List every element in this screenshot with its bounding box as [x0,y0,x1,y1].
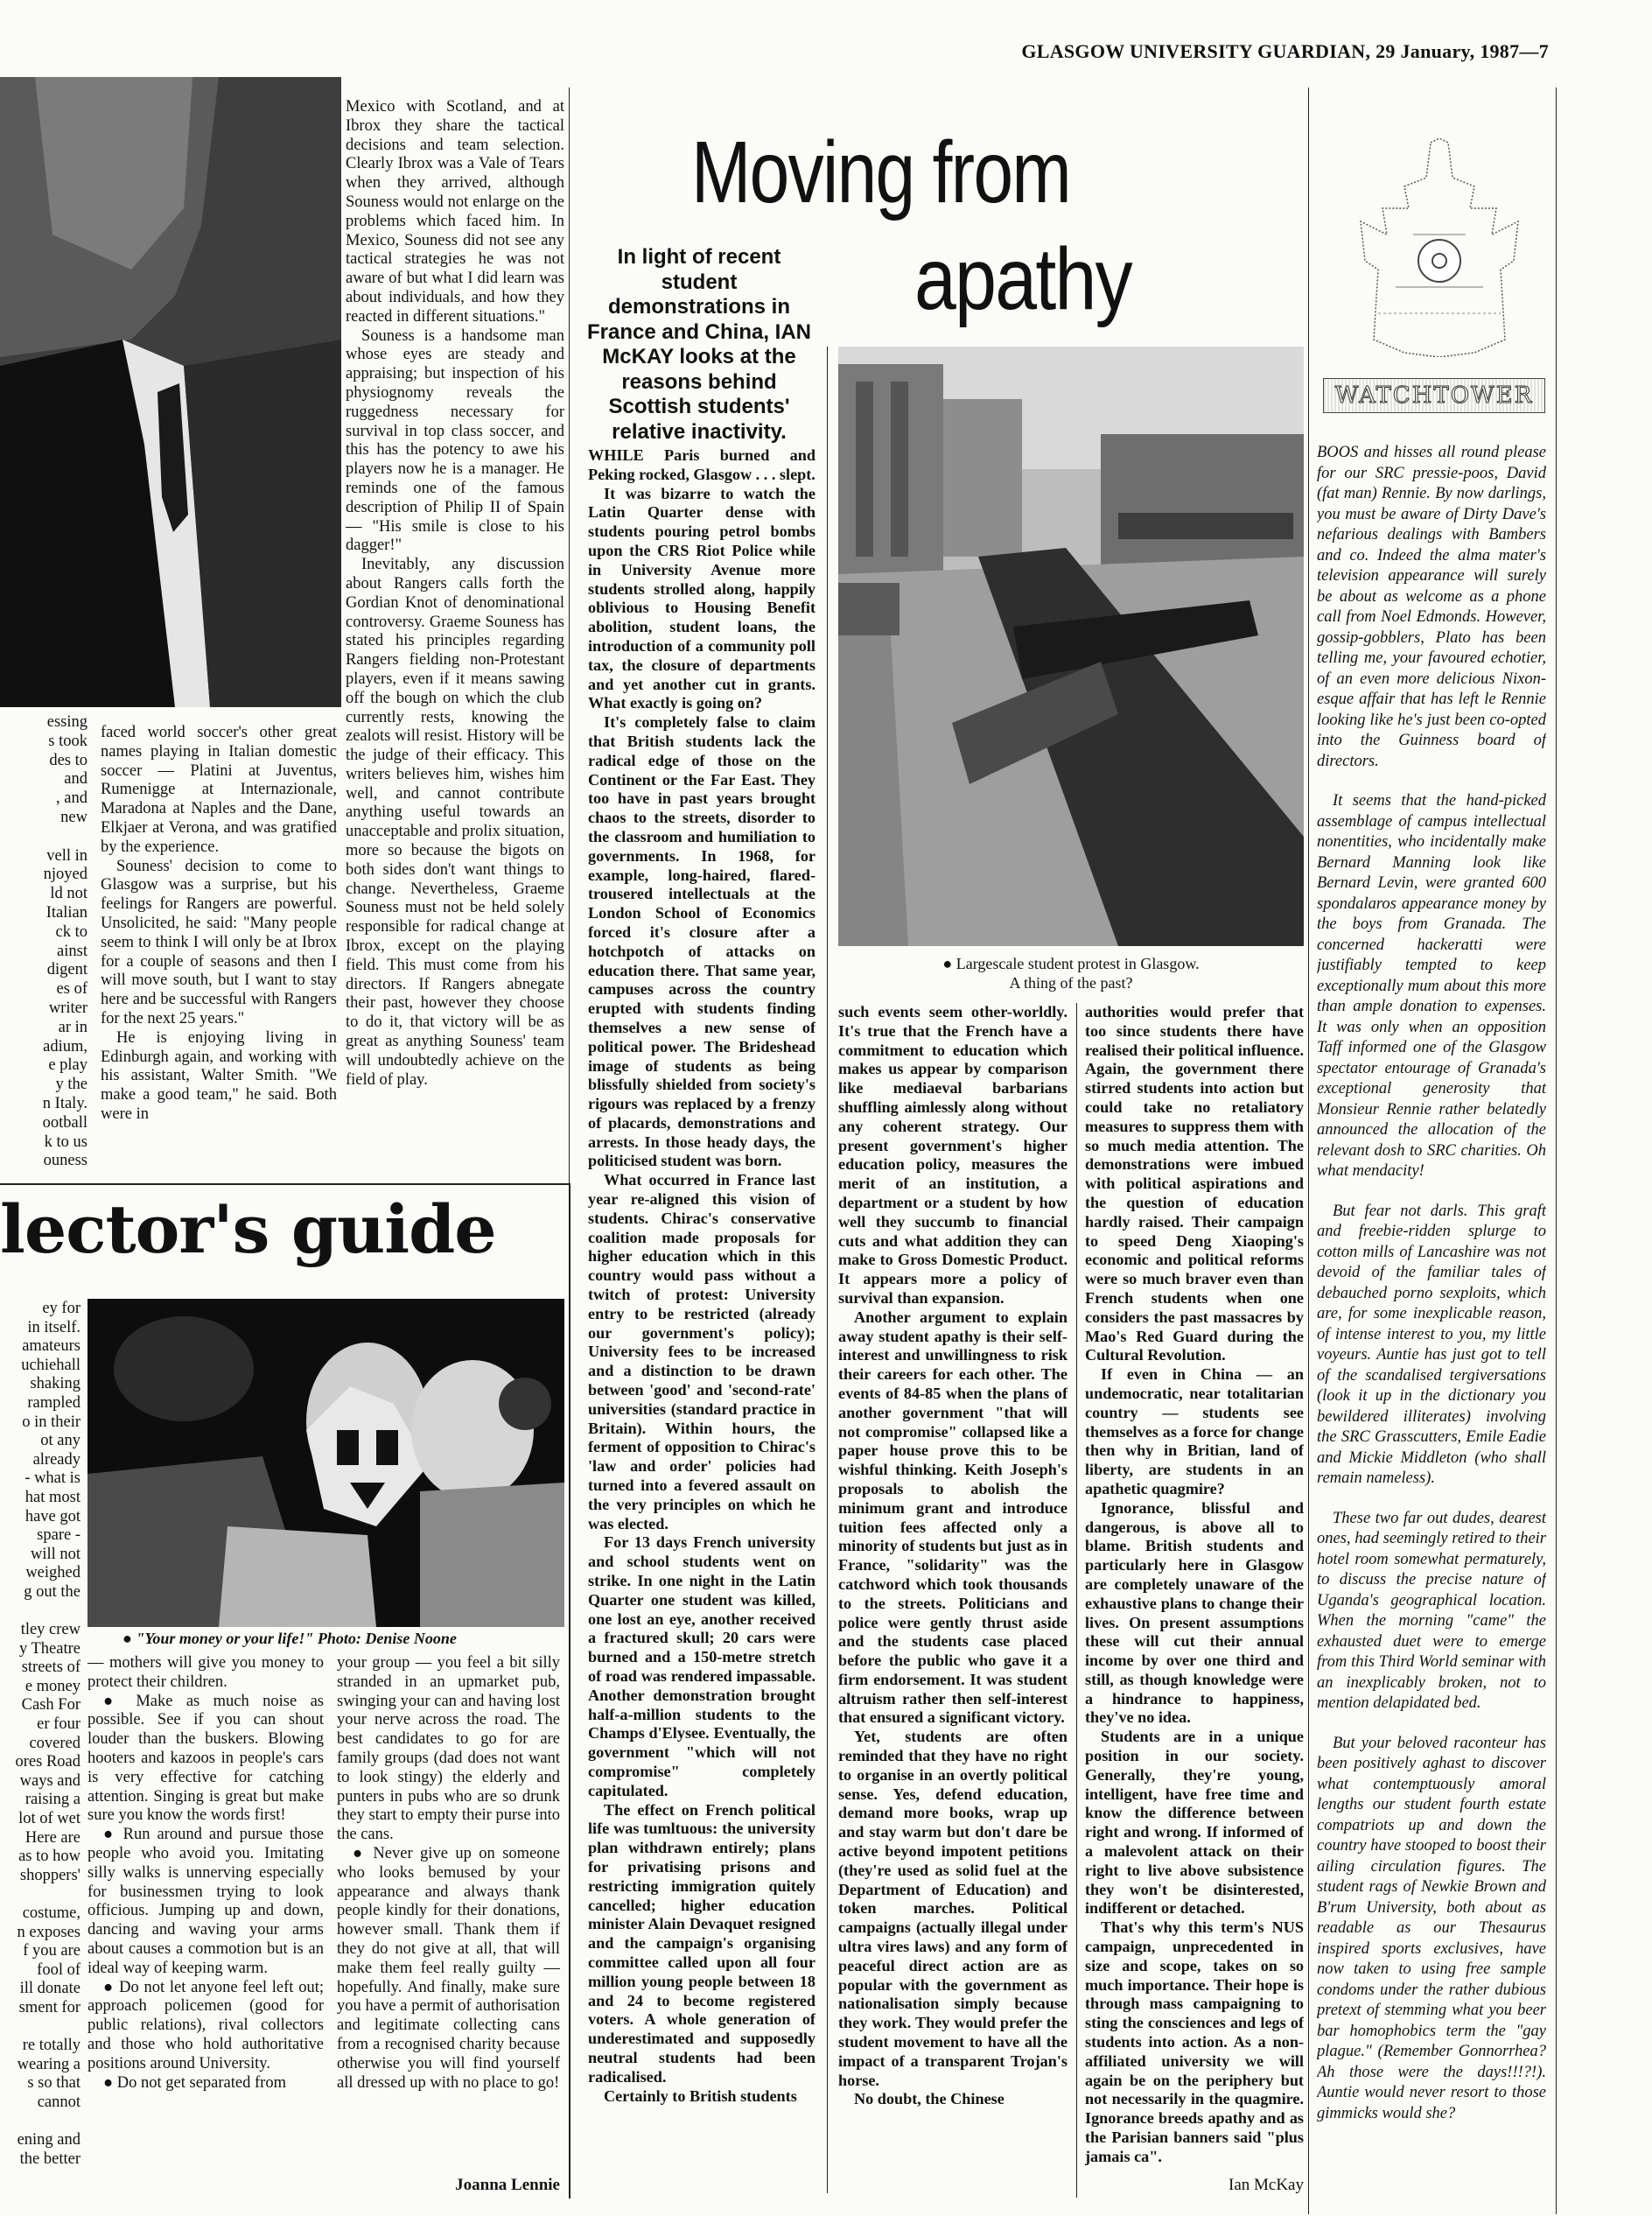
souness-col1-paragraph: He is enjoying living in Edinburgh again, and working with his assistant, Walter Smith. "We make a good team," he said. Both were in [101,1028,337,1123]
watchtower-paragraph: It seems that the hand-picked assemblage of campus intellectual nonentities, who incidentally make Bernard Manning look like Bernard Levin, were granted 600 spondalaros appearance money by the boys from Granada. The concerned hackeratti were justifiably tempted to keep exceptionally mum about this more than ample donation to expenses. It was only when an opposition Taff informed one of the Glasgow spectator entourage of Granada's exceptional generosity that Monsieur Rennie rather belatedly announced the allocation of the relevant dosh to SRC charities. Oh what mendacity! [1317,792,1546,1180]
collector-fragment-line [0,2113,80,2132]
souness-fragment-line: new [60,808,88,826]
apathy-col2-paragraph: Another argument to explain away student apathy is their self-interest and unwillingness to risk their careers for each other. The events of 84-85 when the plans of another government "that will not compromise" collapsed like a paper house prove this to be wishful thinking. Keith Joseph's proposals to abolish the minimum grant and introduce tuition fees affected only a minority of students but just as in France, "solidarity" was the catchword which took thousands to the streets. Politicians and police were gently thrust aside and the students case placed before the public who gave it a firm endorsement. It was student altruism rather then self-interest that ensured a significant victory. [838,1308,1068,1727]
collector-fragment-line: rampled [27,1393,80,1412]
souness-fragment-line: essing [46,713,88,731]
collector-left-fragments [0,1300,80,2169]
apathy-col2-paragraph: No doubt, the Chinese [854,2090,1004,2108]
souness-fragment-line: ootball [42,1113,88,1132]
collector-fragment-line: as to how [18,1848,80,1866]
souness-fragment-line: s took [48,732,88,750]
collector-fragment-line: amateurs [22,1337,80,1356]
collector-fragment-line: Here are [24,1828,80,1847]
collector-box-top [0,1183,569,1185]
souness-column-2 [346,98,564,1170]
collector-fragment-line: streets of [21,1658,80,1677]
watchtower-paragraph: BOOS and hisses all round please for our SRC pressie-poos, David (fat man) Rennie. By now darlings, you must be aware of Dirty Dave's nefarious dealings with Bambers and co. Indeed the alma mater's television appearance will surely be about as welcome as a phone call from Noel Edmonds. However, gossip-gobblers, Plato has been telling me, your favoured echotier, of an even more delicious Nixon-esque affair that has left le Rennie looking like he's just been co-opted into the Guinness board of directors. [1317,444,1546,770]
protest-photo-caption-1: ● Largescale student protest in Glasgow. [942,955,1200,972]
souness-fragment-line: and [64,770,88,789]
collector-fragment-line: the better [19,2149,80,2168]
collector-fragment-line: sment for [18,1998,80,2016]
collector-fragment-line: n exposes [17,1923,80,1941]
souness-fragment-line: ar in [58,1018,88,1036]
collector-fragment-line: wearing a [17,2055,80,2073]
collector-fragment-line: ores Road [15,1753,80,1771]
protest-photo [838,347,1304,946]
watchtower-column [1317,443,1546,2211]
collector-headline: lector's guide [0,1190,496,1268]
collector-fragment-line: - what is [24,1469,80,1488]
collector-fragment-line: cannot [37,2093,80,2111]
souness-fragment-line: Italian [46,903,88,922]
apathy-col3-paragraph: If even in China — an undemocratic, near totalitarian country — students see themselves as a force for change then why in Britian, land of liberty, are students in an apathetic quagmire? [1085,1365,1304,1497]
watchtower-border-left [1308,88,1309,2214]
souness-col1-paragraph: Souness' decision to come to Glasgow was a surprise, but his feelings for Rangers are powerful. Unsolicited, he said: "Many people seem to think I will only be at Ibrox for a couple of seasons and then I will move south, but I want to stay here and be successful with Rangers for the next 25 years." [101,857,337,1027]
souness-fragment-line: des to [49,751,88,769]
collector-fragment-line: covered [29,1734,80,1752]
apathy-col1-paragraph: WHILE Paris burned and Peking rocked, Glasgow . . . slept. [588,446,816,483]
souness-col1-paragraph: faced world soccer's other great names playing in Italian domestic soccer — Platini at Juventus, Rumenigge at Internazionale, Maradona at Naples and the Dane, Elkjaer at Verona, and was gratified by the experience. [101,724,337,856]
collector-col1-paragraph: ● Do not let anyone feel left out; approach policemen (good for public relations), rival collectors and those who hold authoritative positions around University. [88,1978,324,2072]
watchtower-label-text: WATCHTOWER [1334,382,1534,409]
collector-photo [88,1299,564,1627]
collector-fragment-line: spare - [37,1526,80,1545]
collector-col2-paragraph: ● Never give up on someone who looks bemused by your appearance and always thank people kindly for their donations, however small. Thank them if they do not give at all, that will make them feel really guilty — hopefully. And finally, make sure you have a permit of authorisation and legitimate collecting cans from a recognised charity because otherwise you will find yourself all dressed up with no place to go! [337,1844,560,2092]
divider-apathy-c2-c3 [1076,1003,1077,2198]
collector-fragment-line: er four [37,1715,80,1734]
souness-left-fragments [0,713,88,1171]
collector-fragment-line: have got [24,1507,80,1525]
souness-fragment-line [0,828,88,847]
watchtower-label [1323,378,1545,413]
collector-fragment-line: f you are [23,1942,80,1960]
apathy-title-line2: apathy [914,230,1131,328]
apathy-col1-paragraph: It was bizarre to watch the Latin Quarter dense with students pouring petrol bombs upon the CRS Riot Police while in University Avenue more students strolled along, happily oblivious to Housing Benefit abolition, student loans, the introduction of a community poll tax, the closure of departments and yet another cut in grants. What exactly is going on? [588,484,816,712]
collector-fragment-line: ening and [17,2131,80,2149]
souness-col2-text [346,98,564,1090]
watchtower-paragraph: But your beloved raconteur has been positively aghast to discover what contemptuously amoral lengths our student fourth estate compatriots up and down the country have stooped to boost their ailing circulation figures. The student rags of Newkie Brown and B'rum University, both about as readable as our Thesaurus inspired sports exclusives, have now taken to using free sample condoms under the rather dubious pretext of stemming what you beer bar homophobics term the "gay plague." (Remember Gonnorrhea? Ah those were the days!!!?!). Auntie would never resort to those gimmicks would she? [1317,1734,1546,2122]
collector-fragment-line: costume, [22,1904,80,1922]
collector-fragment-line: ot any [40,1432,80,1450]
souness-fragment-line: ld not [50,885,88,903]
collector-fragment-line: re totally [22,2037,80,2055]
collector-fragment-line: o in their [22,1413,80,1431]
watchtower-paragraph: But fear not darls. This graft and freebie-ridden splurge to cotton mills of Lancashire was not devoid of the familiar tales of debauched porno sexploits, which are, for some inexplicable reason, of intense interest to you, my little voyeurs. Auntie has just got to tell of the scandalised tergiversations (look it up in the dictionary you bewildered illiterates) involving the SRC Grasscutters, Emile Eadie and Mickie Middleton (who shall remain nameless). [1317,1202,1546,1487]
souness-fragment-line: ck to [55,922,88,941]
souness-fragment-line: n Italy. [42,1094,88,1112]
collector-fragment-line: s so that [27,2074,80,2093]
souness-col2-paragraph: Souness is a handsome man whose eyes are steady and appraising; but inspection of his physiognomy reveals the ruggedness necessary for survival in top class soccer, and this has the potency to awe his players now he is a manager. He reminds one of the famous description of Philip II of Spain — "His smile is close to his dagger!" [346,326,564,555]
souness-fragment-line: njoyed [43,866,88,884]
souness-fragment-line: ainst [57,942,88,960]
collector-col1-paragraph: — mothers will give you money to protect their children. [88,1654,324,1691]
apathy-col1-paragraph: The effect on French political life was tumltuous: the university plan withdrawn entirely; plans for privatising prisons and restricting immigration quitely cancelled; higher education minister Alain Devaquet resigned and the campaign's organising committee called upon all four million young people between 18 and 24 to become registered voters. A whole generation of underestimated and supposedly neutral students had been radicalised. [588,1800,816,2086]
apathy-col3-paragraph: authorities would prefer that too since students there have realised their political influence. Again, the government there stirred students into action but could take no retaliatory measures to suppress them with so much media attention. The demonstrations were imbued with political aspirations and the question of education hardly raised. Their campaign to speed Deng Xiaoping's economic and political reforms were so much braver even than French students when one considers the past massacres by Mao's Red Guard during the Cultural Revolution. [1085,1003,1304,1364]
souness-fragment-line: y the [55,1076,88,1094]
collector-fragment-line [0,1885,80,1904]
collector-fragment-line: hat most [24,1488,80,1506]
souness-col2-paragraph: Mexico with Scotland, and at Ibrox they share the tactical decisions and team selection. Clearly Ibrox was a Vale of Tears when they arrived, although Souness would not enlarge on the problems which faced him. In Mexico, Souness did not see any tactical strategies he was not aware of but what I did learn was about individuals, and how they reacted in different situations." [346,98,564,326]
collector-fragment-line: Cash For [21,1696,80,1715]
collector-column-2 [337,1654,560,2179]
watchtower-tower-illustration [1343,138,1536,357]
souness-fragment-line: adium, [43,1037,88,1055]
watchtower-paragraph: These two far out dudes, dearest ones, had seemingly retired to their hotel room somewhat permaturely, to discuss the precise nature of Uganda's geographical location. When the morning "came" the exhausted duet were to emerge from this Third World seminar with an inexplicably broken, not to mention delapidated bed. [1317,1509,1546,1712]
apathy-col3-paragraph: Ignorance, blissful and dangerous, is above all to blame. British students and particularly here in Glasgow are completely unaware of the exhaustive plans to change their lives. On present assumptions these will cut their annual income by over one third and still, as though knowledge were a hindrance to happiness, they've no idea. [1085,1498,1304,1727]
collector-fragment-line: e money [24,1677,80,1695]
collector-fragment-line: shoppers' [19,1866,80,1884]
masthead: GLASGOW UNIVERSITY GUARDIAN, 29 January, 1987—7 [1021,40,1549,62]
collector-fragment-line: lot of wet [18,1810,80,1828]
souness-fragment-line: es of [56,980,88,999]
collector-fragment-line: ey for [42,1300,80,1317]
souness-fragment-line: k to us [44,1133,88,1151]
souness-fragment-line: writer [48,999,88,1017]
apathy-column-3 [1085,1003,1304,2176]
collector-fragment-line: in itself. [27,1318,80,1336]
apathy-column-2 [838,1003,1068,2198]
collector-fragment-line: g out the [24,1582,80,1601]
collector-fragment-line: ill donate [19,1980,80,1998]
collector-col1-paragraph: ● Do not get separated from [103,2073,286,2092]
apathy-col3-paragraph: Students are in a unique position in our society. Generally, they're young, intelligent, have free time and know the difference between right and wrong. If informed of a malevolent attack on their right to live above subsistence they won't be disinterested, indifferent or detached. [1085,1728,1304,1918]
souness-fragment-line: e play [48,1056,88,1075]
collector-fragment-line: shaking [30,1375,80,1393]
divider-apathy-c1-c2 [827,347,828,2193]
apathy-col3-paragraph: That's why this term's NUS campaign, unprecedented in size and scope, takes on so much importance. Their hope is through mass campaigning to sting the consciences and legs of students into action. As a non-affiliated university we will again be on the periphery but not necessarily in the quagmire. Ignorance breeds apathy and as the Parisian banners said "plus jamais ca". [1085,1918,1304,2165]
souness-column-1 [101,724,337,1170]
collector-col2-paragraph: your group — you feel a bit silly stranded in an upmarket pub, swinging your can and having lost your nerve across the road. The best candidates to go for are family groups (dad does not want to look stingy) the elderly and punters in pubs who are so drunk they start to empty their purse into the cans. [337,1654,560,1844]
souness-fragment-line: vell in [46,846,88,865]
apathy-col1-paragraph: It's completely false to claim that British students lack the radical edge of those on the Continent or the Far East. They too have in past years brought chaos to the streets, disorder to the classroom and humiliation to governments. In 1968, for example, long-haired, flared-trousered intellectuals at the London School of Economics forced it's closure after a hotchpotch of attacks on education there. That same year, campuses across the country erupted with students finding themselves a new sense of political power. The Brideshead image of students as being blissfully shielded from society's rigours was replaced by a frenzy of placards, demonstrations and arrests. In those heady days, the politicised student was born. [588,713,816,1170]
collector-fragment-line [0,2018,80,2037]
apathy-col1-paragraph: What occurred in France last year re-aligned this vision of students. Chirac's conservative coalition made proposals for higher education which in this country would pass without a twitch of protest: University entry to be restricted (already our government's policy); University fees to be increased and a distinction to be drawn between 'good' and 'second-rate' universities (standard practice in Britain). Within hours, the ferment of opposition to Chirac's 'law and order' policies had turned into a fevered assault on the very principles on which he was elected. [588,1171,816,1532]
souness-fragment-line: , and [56,789,88,808]
apathy-col1-paragraph: Certainly to British students [604,2086,797,2105]
collector-byline: Joanna Lennie [455,2176,560,2194]
collector-fragment-line: ways and [19,1771,80,1790]
souness-fragment-line: ouness [43,1152,88,1170]
collector-fragment-line: weighed [25,1564,80,1582]
apathy-standfirst: In light of recent student demonstrations in France and China, IAN McKAY looks at the reasons behind Scottish students' relative inactivity. [586,245,812,444]
collector-fragment-line: will not [30,1545,80,1563]
watchtower-border-right [1556,88,1557,2214]
apathy-byline: Ian McKay [1228,2176,1304,2194]
collector-fragment-line: tley crew [20,1621,80,1639]
collector-fragment-line: y Theatre [18,1639,80,1658]
collector-col1-paragraph: ● Run around and pursue those people who avoid you. Imitating silly walks is unnerving especially for businessmen trying to look officious. Jumping up and down, dancing and waving your arms about causes a commotion but is an ideal way of keeping warm. [88,1826,324,1977]
collector-column-1 [88,1654,324,2197]
souness-fragment-line: digent [46,961,88,979]
souness-col1-text [101,724,337,1125]
collector-col1-paragraph: ● Make as much noise as possible. See if you can shout louder than the buskers. Blowing hooters and kazoos in people's cars is very effective for catching attention. Singing is great but make sure you know the words first! [88,1692,324,1825]
apathy-column-1 [588,446,816,2197]
collector-fragment-line: already [32,1450,80,1469]
souness-photo [0,77,341,707]
apathy-col2-paragraph: such events seem other-worldly. It's true that the French have a commitment to education which makes us appear by comparison like mediaeval barbarians shuffling aimlessly along without any coherent strategy. Our present government's higher education policy, measures the merit of an institution, a department or a student by how well they succumb to financial cuts and what addition they can make to Gross Domestic Product. It appears more a policy of survival than expansion. [838,1003,1068,1307]
collector-photo-caption: ● "Your money or your life!" Photo: Denise Noone [122,1630,457,1647]
souness-col2-paragraph: Inevitably, any discussion about Rangers calls forth the Gordian Knot of denominational controversy. Graeme Souness has stated his principles regarding Rangers fielding non-Protestant players, even if it means sawing off the bough on which the club currently rests, knowing the zealots will resist. History will be the judge of their efficacy. This writers believes him, wishes him well, and cannot contribute anything useful towards an unacceptable and prolix situation, more so because the bigots on both sides don't want things to change. Nevertheless, Graeme Souness must not be held solely responsible for radical change at Ibrox, except on the playing field. This must come from his directors. If Rangers abnegate their past, however they choose to do it, that victory will be as great as anything Souness' team will undoubtedly achieve on the field of play. [346,556,564,1089]
apathy-col1-paragraph: For 13 days French university and school students went on strike. In one night in the Latin Quarter one student was killed, one lost an eye, another received a fractured skull; 20 cars were burned and a 150-metre stretch of road was rendered impassable. Another demonstration brought half-a-million students to the Champs d'Elysee. Eventually, the government "which will not compromise" completely capitulated. [588,1533,816,1799]
collector-fragment-line [0,1602,80,1622]
collector-box-right [569,1183,570,2198]
collector-fragment-line: uchiehall [21,1356,80,1374]
collector-fragment-line: raising a [24,1791,80,1809]
collector-fragment-line: fool of [37,1960,80,1979]
apathy-col2-paragraph: Yet, students are often reminded that they have no right to organise in an overtly political sense. Yes, defend education, demand more books, wrap up and stay warm but don't dare be active beyond impotent petitions (they're used as solid fuel at the Department of Education) and token marches. Political campaigns (actually illegal under ultra vires laws) and any form of peaceful direct action are as popular with the government as nationalisation simply because they work. They would prefer the student movement to have all the impact of a transparent Trojan's horse. [838,1728,1068,2089]
apathy-title-line1: Moving from [691,123,1071,221]
protest-photo-caption-2: A thing of the past? [1009,974,1133,992]
